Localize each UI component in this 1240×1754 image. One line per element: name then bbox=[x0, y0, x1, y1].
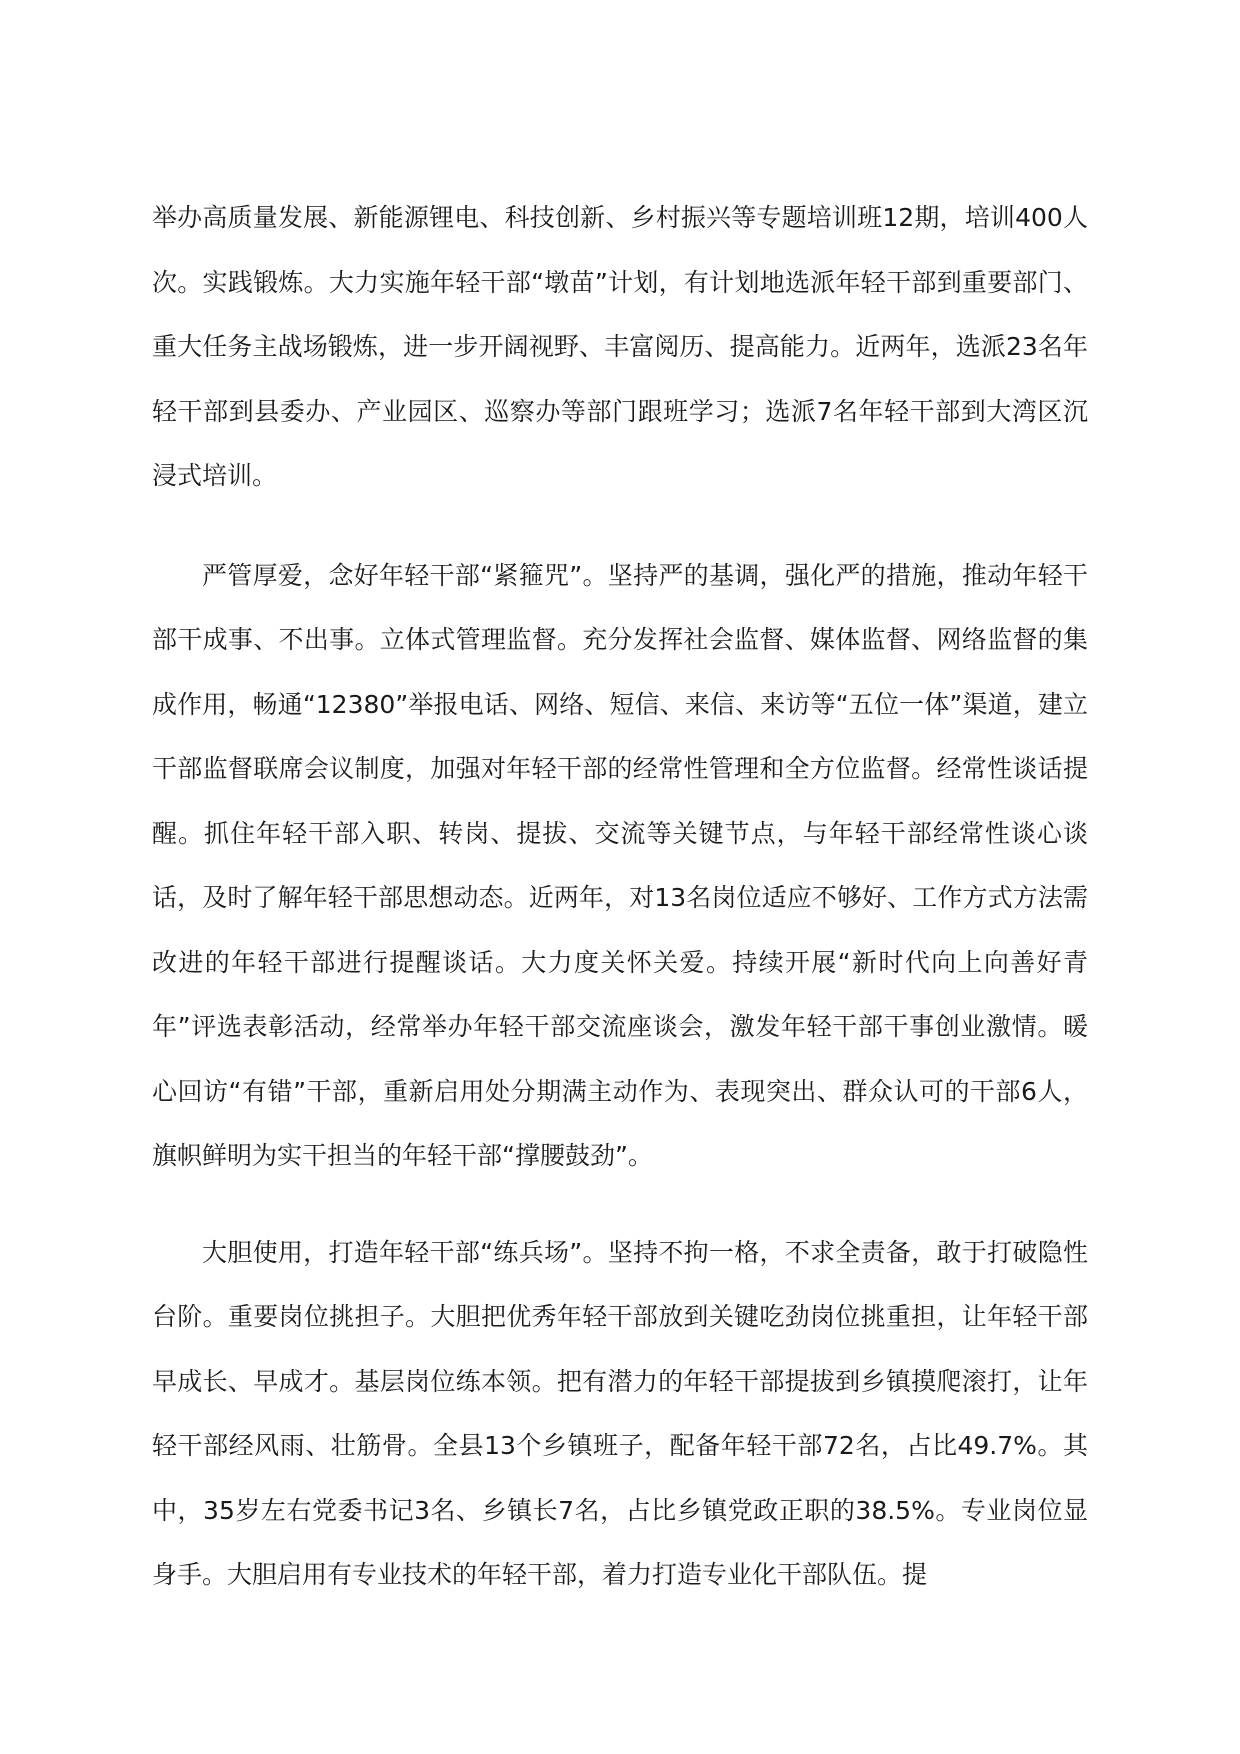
paragraph-bold-use: 大胆使用，打造年轻干部“练兵场”。坚持不拘一格，不求全责备，敢于打破隐性台阶。重要岗位挑担子。大胆把优秀年轻干部放到关键吃劲岗位挑重担，让年轻干部早成长、早成才。基层岗位练本领。把有潜力的年轻干部提拔到乡镇摸爬滚打，让年轻干部经风雨、壮筋骨。全县13个乡镇班子，配备年轻干部72名，占比49.7%。其中，35岁左右党委书记3名、乡镇长7名，占比乡镇党政正职的38.5%。专业岗位显身手。大胆启用有专业技术的年轻干部，着力打造专业化干部队伍。提 bbox=[152, 1237, 1088, 1589]
paragraph-training-and-practice: 举办高质量发展、新能源锂电、科技创新、乡村振兴等专题培训班12期，培训400人次。实践锻炼。大力实施年轻干部“墩苗”计划，有计划地选派年轻干部到重要部门、重大任务主战场锻炼，进一步开阔视野、丰富阅历、提高能力。近两年，选派23名年轻干部到县委办、产业园区、巡察办等部门跟班学习；选派7名年轻干部到大湾区沉浸式培训。 bbox=[152, 203, 1088, 490]
document-body bbox=[152, 186, 1088, 1608]
paragraph-strict-management: 严管厚爱，念好年轻干部“紧箍咒”。坚持严的基调，强化严的措施，推动年轻干部干成事、不出事。立体式管理监督。充分发挥社会监督、媒体监督、网络监督的集成作用，畅通“12380”举报电话、网络、短信、来信、来访等“五位一体”渠道，建立干部监督联席会议制度，加强对年轻干部的经常性管理和全方位监督。经常性谈话提醒。抓住年轻干部入职、转岗、提拔、交流等关键节点，与年轻干部经常性谈心谈话，及时了解年轻干部思想动态。近两年，对13名岗位适应不够好、工作方式方法需改进的年轻干部进行提醒谈话。大力度关怀关爱。持续开展“新时代向上向善好青年”评选表彰活动，经常举办年轻干部交流座谈会，激发年轻干部干事创业激情。暖心回访“有错”干部，重新启用处分期满主动作为、表现突出、群众认可的干部6人，旗帜鲜明为实干担当的年轻干部“撑腰鼓劲”。 bbox=[152, 560, 1088, 1170]
